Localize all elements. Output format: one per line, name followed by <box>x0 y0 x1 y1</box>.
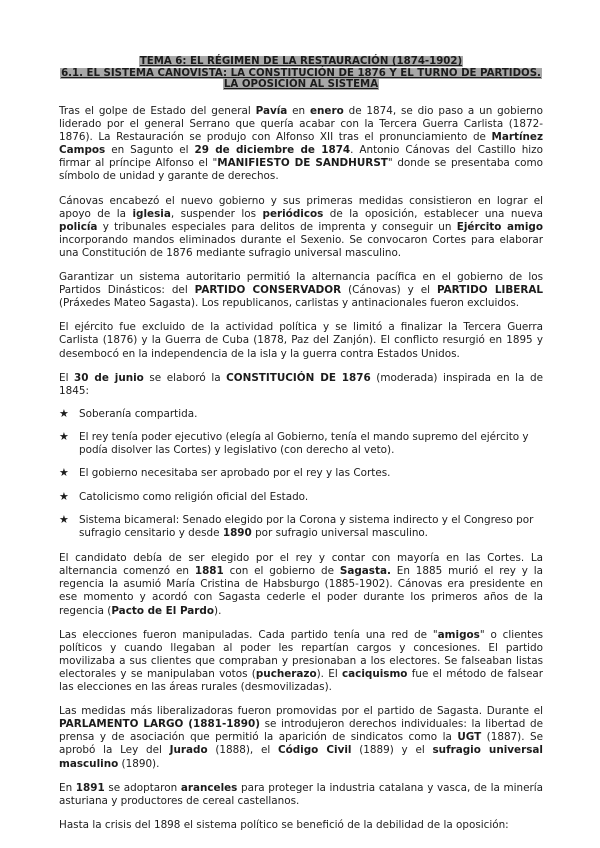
title-highlight: TEMA 6: EL RÉGIMEN DE LA RESTAURACIÓN (1874-1902) <box>139 56 463 67</box>
paragraph-aranceles: En 1891 se adoptaron aranceles para proteger la industria catalana y vasca, de la minería asturiana y productores de cereal castellanos. <box>59 781 543 807</box>
paragraph-elecciones: Las elecciones fueron manipuladas. Cada partido tenía una red de "amigos" o clientes políticos y cuando llegaban al poder les repartían cargos y concesiones. El partido movilizaba a sus clientes que compraban y presionaban a los electores. Se falseaban listas electorales y se manipulaban votos (pucherazo). El caciquismo fue el método de falsear las elecciones en las áreas rurales (desmovilizadas). <box>59 628 544 694</box>
paragraph-canovas-gobierno: Cánovas encabezó el nuevo gobierno y sus primeras medidas consistieron en lograr el apoyo de la iglesia, suspender los periódicos de la oposición, establecer una nueva policía y tribunales especiales para delitos de imprenta y conseguir un Ejército amigo incorporando mandos eliminados durante el Sexenio. Se convocaron Cortes para elaborar una Constitución de 1876 mediante sufragio universal masculino. <box>59 194 543 259</box>
constitution-bullet-list <box>59 408 543 540</box>
paragraph-restauracion: Tras el golpe de Estado del general Pavía en enero de 1874, se dio paso a un gobierno liderado por el general Serrano que quería acabar con la Tercera Guerra Carlista (1872-1876). La Restauración se produjo con Alfonso XII tras el pronunciamiento de Martínez Campos en Sagunto el 29 de diciembre de 1874. Antonio Cánovas del Castillo hizo firmar al príncipe Alfonso el "MANIFIESTO DE SANDHURST" donde se presentaba como símbolo de unidad y garante de derechos. <box>59 105 544 183</box>
document-page <box>59 56 543 843</box>
section-title <box>59 56 543 67</box>
list-item: ★ Catolicismo como religión oficial del Estado. <box>59 489 309 503</box>
list-item: ★ El rey tenía poder ejecutivo (elegía al Gobierno, tenía el mando supremo del ejército y podía disolver las Cortes) y legislativo (con derecho al veto). <box>59 429 529 457</box>
list-item: ★ Soberanía compartida. <box>59 406 198 420</box>
paragraph-alternancia: El candidato debía de ser elegido por el rey y contar con mayoría en las Cortes. La alternancia comenzó en 1881 con el gobierno de Sagasta. En 1885 murió el rey y la regencia la asumió María Cristina de Habsburgo (1885-1902). Cánovas era presidente en ese momento y acordó con Sagasta cederle el poder durante los primeros años de la regencia (Pacto de El Pardo). <box>59 552 543 617</box>
star-icon: ★ <box>59 489 69 503</box>
list-item: ★ Sistema bicameral: Senado elegido por la Corona y sistema indirecto y el Congreso por sufragio censitario y desde 1890 por sufragio universal masculino. <box>59 512 534 539</box>
paragraph-ejercito: El ejército fue excluido de la actividad política y se limitó a finalizar la Tercera Guerra Carlista (1876) y la Guerra de Cuba (1878, Paz del Zanjón). El conflicto resurgió en 1895 y desembocó en la independencia de la isla y la guerra contra Estados Unidos. <box>59 321 543 360</box>
paragraph-parlamento-largo: Las medidas más liberalizadoras fueron promovidas por el partido de Sagasta. Durante el PARLAMENTO LARGO (1881-1890) se introdujeron derechos individuales: la libertad de prensa y de asociación que permitió la aparición de sindicatos como la UGT (1887). Se aprobó la Ley del Jurado (1888), el Código Civil (1889) y el sufragio universal masculino (1890). <box>59 705 543 770</box>
paragraph-oposicion: Hasta la crisis del 1898 el sistema político se benefició de la debilidad de la oposición: <box>59 818 509 831</box>
subtitle-line-2: LA OPOSICIÓN AL SISTEMA <box>223 79 379 90</box>
subsection-title <box>59 68 543 90</box>
star-icon: ★ <box>59 406 69 420</box>
star-icon: ★ <box>59 466 69 480</box>
star-icon: ★ <box>59 512 69 526</box>
paragraph-partidos-dinasticos: Garantizar un sistema autoritario permitió la alternancia pacífica en el gobierno de los Partidos Dinásticos: del PARTIDO CONSERVADOR (Cánovas) y el PARTIDO LIBERAL (Práxedes Mateo Sagasta). Los republicanos, carlistas y antinacionales fueron excluidos. <box>59 271 544 310</box>
list-item: ★ El gobierno necesitaba ser aprobado por el rey y las Cortes. <box>59 466 391 480</box>
paragraph-constitucion-intro: El 30 de junio se elaboró la CONSTITUCIÓN DE 1876 (moderada) inspirada en la de 1845: <box>59 371 543 397</box>
subtitle-line-1: 6.1. EL SISTEMA CANOVISTA: LA CONSTITUCIÓN DE 1876 Y EL TURNO DE PARTIDOS. <box>61 68 541 79</box>
star-icon: ★ <box>59 429 69 443</box>
